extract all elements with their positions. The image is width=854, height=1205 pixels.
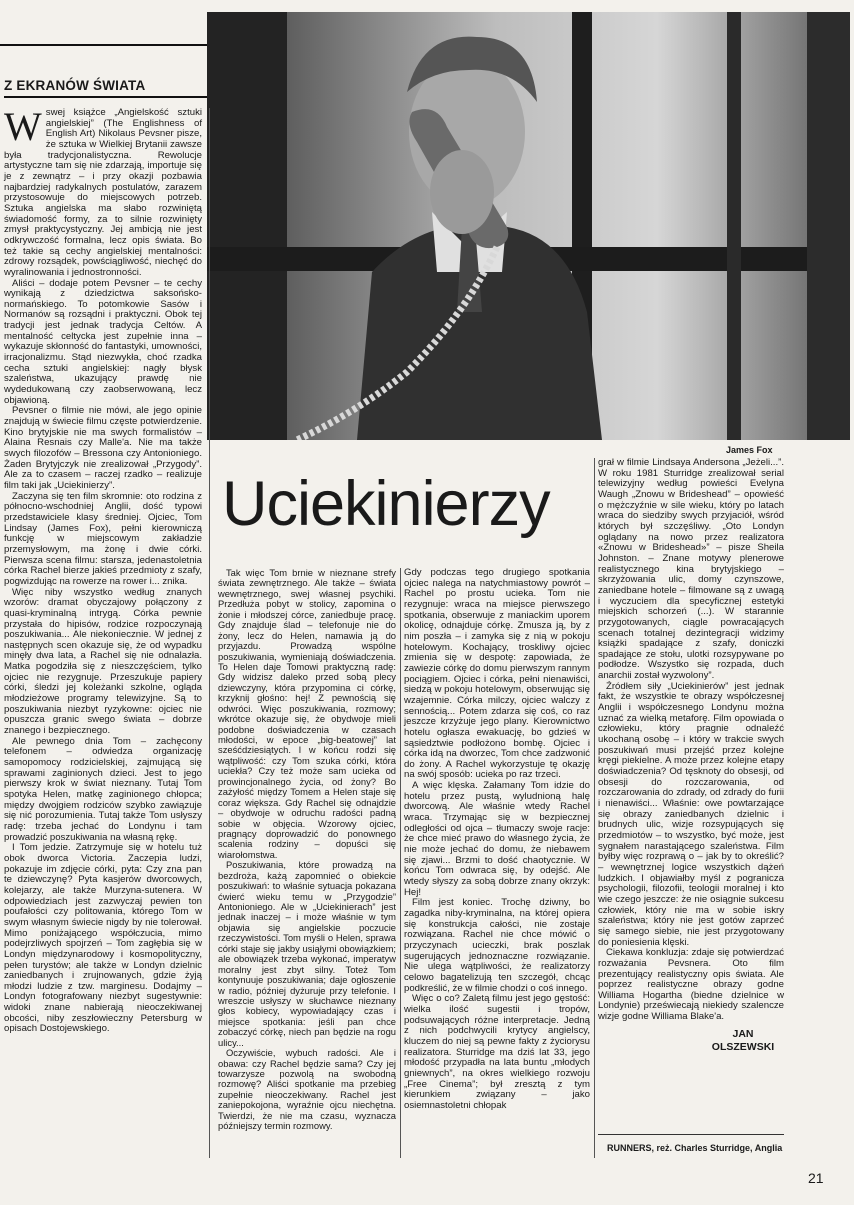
paragraph: Tak więc Tom brnie w nieznane strefy świata zewnętrznego. Ale także – świata wewnętrznego, swej własnej psychiki. Przedłuża pobyt w stolicy, zapomina o żonie i młodszej córce, zaniedbuje pracę. Gdy znajduje ślad – telefonuje nie do żony, lecz do Helen, namawia ją do przyjazdu. Prowadzą wspólne poszukiwania, wymieniają doświadczenia. To Helen daje Tomowi praktyczną radę: Gdy widzisz daleko przed sobą plecy dziewczyny, która przypomina ci córkę, krzyknij głośno: hej! Z pewnością się odwróci. Więc poszukiwania, rozmowy; wkrótce okazuje się, że obydwoje mieli podobne doświadczenia w czasach młodości, w epoce „big-beatowej” lat sześćdziesiątych. I w końcu rodzi się wątpliwość: czy Tom szuka córki, która uciekła? Czy też może sam ucieka od prowincjonalnego życia, od żony? Bo zażyłość między Tomem a Helen staje się coraz większa. Gdy Rachel się odnajdzie – obydwoje w odruchu radości padną sobie w objęcia. Wzorowy ojciec, pragnący doprowadzić do ponownego scalenia rodziny – dopuści się wiarołomstwa. (218, 567, 396, 860)
author-first-name: JAN (732, 1028, 754, 1040)
section-title: Z EKRANÓW ŚWIATA (4, 78, 146, 93)
paragraph: grał w filmie Lindsaya Andersona „Jeżeli...”. W roku 1981 Sturridge zrealizował serial telewizyjny według powieści Evelyna Waugh „Znowu w Brideshead” – opowieść o mężczyźnie w sile wieku, który po latach wraca do siedziby swych przyjaciół, wśród których był szczęśliwy. „Oto Londyn oglądany na nowo przez realizatora «Znowu w Brideshead»” – pisze Sheila Johnston. – Znane motywy plenerowe realistycznego kina brytyjskiego – skrzyżowania ulic, domy czynszowe, zaniedbane hotele – filmowane są z uwagą i wyczuciem dla specyficznej estetyki miejskich schorzeń (...). W starannie przygotowanych, ciągle powracających scenach totalnej dezintegracji widzimy książki spadające z szafy, doniczki spadające ze stołu, ulotki rozsypywane po podłodze. Wszystko się rozpada, duch anarchii został wyzwolony”. (598, 457, 784, 682)
section-rule (4, 96, 207, 98)
paragraph: Ale pewnego dnia Tom – zachęcony telefonem – odwiedza organizację samopomocy rodzicielskiej, zajmującą się sprawami zaginionych dzieci. Jest to jego pierwszy krok w świat nieznany. Tutaj Tom spotyka Helen, matkę zaginionego chłopca; między dwojgiem rodziców szybko zawiązuje się nić porozumienia. Tutaj także Tom usłyszy radę: trzeba jechać do Londynu i tam prowadzić poszukiwania na własną rękę. (4, 735, 202, 843)
photo-illustration (207, 12, 850, 440)
paragraph: Film jest koniec. Trochę dziwny, bo zagadka niby-kryminalna, na której opiera się konstrukcja całości, nie zostaje rozwiązana. Rachel nie chce mówić o przyczynach ucieczki, brak poszlak sugerujących jednoznaczne rozwiązanie. Nie ulega wątpliwości, że realizatorzy celowo bagatelizują ten szczegół, chcąc podkreślić, że w filmie chodzi o coś innego. (404, 897, 590, 994)
paragraph: Więc niby wszystko według znanych wzorów: dramat obyczajowy połączony z quasi-kryminalną intrygą. Córka pewnie przystała do hipisów, rodzice rozpoczynają poszukiwania... Ale niekoniecznie. W jednej z następnych scen okazuje się, że od wypadku minęły dwa lata, a Rachel się nie odnalazła. Matka pogodziła się z nieszczęściem, tylko ojciec nie rezygnuje. Przeszukuje papiery córki, śledzi jej koleżanki szkolne, ogląda młodzieżowe programy telewizyjne. Są to poszukiwania niezbyt ryzykowne: ojciec nie opuszcza granic swego świata – dobrze znanego i bezpiecznego. (4, 586, 202, 737)
page-number: 21 (808, 1170, 824, 1186)
paragraph: A więc klęska. Załamany Tom idzie do hotelu przez pustą, wyludnioną halę dworcową. Ale właśnie wtedy Rachel wraca. Trzymając się w bezpiecznej odległości od ojca – tłumaczy swoje racje: że chce mieć prawo do własnego życia, że nie może jechać do domu, że niebawem się zjawi... Brzmi to dość chaotycznie. W końcu Tom odwraca się, by odejść. Ale wtedy słyszy za sobą dobrze znany okrzyk: Hej! (404, 780, 590, 898)
column-divider (209, 108, 210, 1158)
paragraph: I Tom jedzie. Zatrzymuje się w hotelu tuż obok dworca Victoria. Zaczepia ludzi, pokazuje im zdjęcie córki, pyta: Czy zna pan te dziewczynę? Pyta kasjerów dworcowych, kolejarzy, ale także Murzyna-sutenera. W odpowiedziach jest zazwyczaj pewien ton poufałości czy politowania, którego Tom w swym własnym świecie nigdy by nie tolerował. Mimo poniżającego współczucia, mimo podejrzliwych spojrzeń – Tom zagłębia się w Londyn międzynarodowy i kosmopolityczny, pełen turystów; ale także w Londyn dzielnic zaniedbanych i zrujnowanych, gdzie żyją młodzi ludzie z tzw. marginesu. Dodajmy – Londyn fotografowany niezbyt sugestywnie: widoki znane nabierają nieoczekiwanej obcości, niby zeszłowieczny Petersburg w opisach Dostojewskiego. (4, 842, 202, 1035)
paragraph: Źródłem siły „Uciekinierów” jest jednak fakt, że wszystkie te obrazy współczesnej Anglii i współczesnego Londynu można uznać za wielką metaforę. Film opowiada o człowieku, który pragnie odnaleźć ukochaną osobę – i który w trakcie swych poszukiwań musi przejść przez kolejne kręgi piekielne. A może przez kolejne etapy doświadczenia? Od tęsknoty do obsesji, od obsesji do rozczarowania, od rozczarowania do zdrady, od zdrady do furii i nienawiści... Właśnie: owe powtarzające się obrazy zaniedbanych dzielnic i brudnych ulic, wizje rozsypujących się przedmiotów – to wszystko, być może, jest sygnałem narastającego szaleństwa. Film byłby więc rozprawą o – jak by to określić? – wewnętrznej logice wszystkich dążeń ludzkich. I objawiałby myśl z pogranicza psychologii, filozofii, teologii moralnej i kto wie czego jeszcze: że nie osiągnie sukcesu człowiek, który nie ma w sobie iskry szaleństwa; który nie jest gotów zaprzeć się samego siebie, nie jest przygotowany do poniesienia klęski. (598, 680, 784, 948)
paragraph: Oczywiście, wybuch radości. Ale i obawa: czy Rachel będzie sama? Czy jej towarzysze pozwolą na swobodną rozmowę? Aliści spotkanie ma przebieg zupełnie nieoczekiwany. Rachel jest zaniepokojona, wyraźnie ojcu niechętna. Twierdzi, że nie ma czasu, wyznacza późniejszy termin rozmowy. (218, 1047, 396, 1132)
author-byline (700, 1028, 786, 1054)
drop-cap: W (4, 104, 42, 149)
column-divider (400, 568, 401, 1158)
film-credit: RUNNERS, reż. Charles Sturridge, Anglia (607, 1143, 783, 1153)
paragraph: Pevsner o filmie nie mówi, ale jego opinie znajdują w świecie filmu częste potwierdzenie. Kino brytyjskie nie ma swych formalistów – Alaina Resnais czy Malle'a. Nie ma także swych filozofów – Bressona czy Antonioniego. Żaden Brytyjczyk nie zrealizował „Przygody”. Ale za to czasem – raczej rzadko – realizuje film taki jak „Uciekinierzy”. (4, 405, 202, 491)
paragraph: Więc o co? Zaletą filmu jest jego gęstość: wielka ilość sugestii i tropów, podsuwających różne interpretacje. Jedną z nich podchwycili krytycy angielscy, kluczem do niej są pewne fakty z życiorysu realizatora. Sturridge ma dziś lat 33, jego młodość przypadła na lata buntu „młodych gniewnych”, na okres wielkiego rozwoju „Free Cinema”; był zresztą z tym kierunkiem związany – jako osiemnastoletni chłopak (404, 993, 590, 1111)
credit-rule (598, 1134, 784, 1135)
top-rule (0, 44, 207, 46)
column-divider (594, 458, 595, 1158)
photo-caption: James Fox (726, 445, 773, 455)
paragraph: swej książce „Angielskość sztuki angielskiej” (The Englishness of English Art) Nikolaus Pevsner pisze, że sztuka w Wielkiej Brytanii zawsze była tradycjonalistyczna. Rewolucje artystyczne tam się nie zdarzają, importuje się je z zewnątrz – i przy okazji pozbawia najbardziej radykalnych postulatów, zarazem przystosowuje do miejscowych potrzeb. Sztuka angielska ma słabo rozwiniętą świadomość formy, za to silnie rozwinięty zmysł praktycystyczny. Jej ambicją nie jest odkrywczość formalna, lecz opis świata. Bo też takie są cechy angielskiej mentalności: zdrowy rozsądek, powściągliwość, niechęć do wyralinowania i jednostronności. (4, 107, 202, 278)
film-still-photo (207, 12, 850, 440)
article-headline: Uciekinierzy (222, 469, 550, 539)
column-3 (404, 568, 590, 1158)
paragraph: Zaczyna się ten film skromnie: oto rodzina z północno-wschodniej Anglii, dość typowi przedstawiciele klasy średniej. Ojciec, Tom Lindsay (James Fox), pełni kierowniczą funkcję w miejscowym zakładzie przemysłowym, ma żonę i dwie córki. Pierwsza scena filmu: starsza, jedenastoletnia córka Rachel bierze jakieś przedmioty z szafy, pogwizdując na rowerze na rower i... znika. (4, 490, 202, 587)
paragraph: Aliści – dodaje potem Pevsner – te cechy wynikają z dziedzictwa saksońsko-normańskiego. To potomkowie Sasów i Normanów są rozsądni i praktyczni. Obok tej tradycji jest jednak tradycja Celtów. A mentalność celtycka jest zupełnie inna – wykazuje skłonność do fantastyki, umowności, irracjonalizmu. Stąd niezwykła, choć rzadka cecha sztuki angielskiej: nagły błysk szaleństwa, ukazujący prawdę nie wydedukowaną czy zaobserwowaną, lecz objawioną. (4, 277, 202, 406)
paragraph: Poszukiwania, które prowadzą na bezdroża, każą zapomnieć o obiekcie poszukiwań: to właśnie sytuacja pokazana ćwierć wieku temu w „Przygodzie” Antonioniego. Ale w „Uciekinierach” jest jednak inaczej – i może właśnie w tym objawia się angielskie poczucie rzeczywistości. Tom myśli o Helen, sprawa córki staje się jakby usiąłymi obowiązkiem; ale obowiązek trzeba wykonać, imperatyw moralny jest zbyt silny. Toteż Tom kontynuuje poszukiwania; daje ogłoszenie w radio, później dyżuruje przy telefonie. I wreszcie usłyszy w słuchawce nieznany głos kobiecy, wypowiadający czas i miejsce spotkania: jeśli pan chce zobaczyć córkę, niech pan będzie na rogu ulicy... (218, 859, 396, 1048)
paragraph: Ciekawa konkluzja: zdaje się potwierdzać rozważania Pevsnera. Oto film prezentujący realistyczny opis świata. Ale poprzez realistyczne obrazy godne Williama Hogartha (biedne dzielnice w Londynie) przeświecają niekiedy szalencze wizje godne Williama Blake'a. (598, 947, 784, 1023)
author-last-name: OLSZEWSKI (711, 1041, 775, 1053)
column-1 (4, 104, 202, 1156)
column-2 (218, 568, 396, 1158)
paragraph: Gdy podczas tego drugiego spotkania ojciec nalega na natychmiastowy powrót – Rachel po prostu ucieka. Tom nie rezygnuje: wraca na miejsce pierwszego spotkania, obserwuje z maniackim uporem okolicę, odnajduje córkę. Zmusza ją, by z nim poszła – i zamyka się z nią w pokoju hotelowym. Kochający, troskliwy ojciec zmienia się w despotę: zapowiada, że zawiezie córkę do domu pierwszym rannym pociągiem. Ojciec i córka, pełni nienawiści, siedzą w pokoju hotelowym, obserwując się wzajemnie. Córka milczy, ojciec walczy z sennością... Potem zdarza się coś, co raz jeszcze krzyżuje jego plany. Kierownictwo hotelu ogłasza ewakuację, bo gdzieś w sąsiedztwie podłożono bombę. Ojciec i córka idą na dworzec, Tom chce zadzwonić do żony. A Rachel wykorzystuje tę okazję na swój sposób: ucieka po raz trzeci. (404, 567, 590, 781)
